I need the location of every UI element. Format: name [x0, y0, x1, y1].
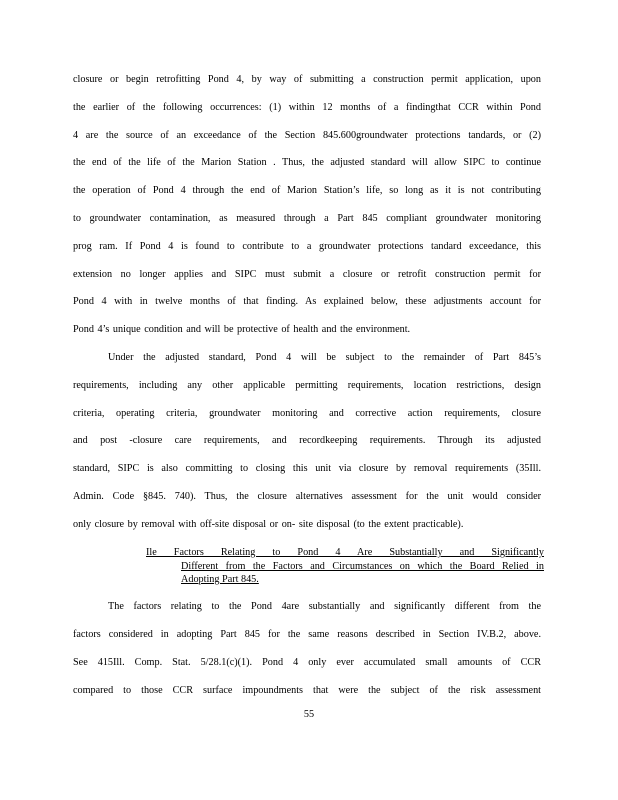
paragraph-line: standard, SIPC is also committing to closing this unit via closure by removal requirements (35Ill. — [73, 463, 541, 474]
paragraph-line: closure or begin retrofitting Pond 4, by way of submitting a construction permit application, upon — [73, 74, 541, 85]
paragraph-line: 4 are the source of an exceedance of the Section 845.600groundwater protections tandards, or (2) — [73, 130, 541, 141]
section-heading-line: Ile Factors Relating to Pond 4 Are Substantially and Significantly — [146, 547, 544, 558]
paragraph-line: Admin. Code §845. 740). Thus, the closure alternatives assessment for the unit would consider — [73, 491, 541, 502]
section-heading-line: Adopting Part 845. — [181, 574, 259, 585]
paragraph-line: and post -closure care requirements, and recordkeeping requirements. Through its adjusted — [73, 435, 541, 446]
paragraph-line: compared to those CCR surface impoundments that were the subject of the risk assessment — [73, 685, 541, 696]
paragraph-line: See 415Ill. Comp. Stat. 5/28.1(c)(1). Pond 4 only ever accumulated small amounts of CCR — [73, 657, 541, 668]
paragraph-line: criteria, operating criteria, groundwater monitoring and corrective action requirements, closure — [73, 408, 541, 419]
paragraph-line: Pond 4 with in twelve months of that finding. As explained below, these adjustments account for — [73, 296, 541, 307]
paragraph-line: to groundwater contamination, as measured through a Part 845 compliant groundwater monitoring — [73, 213, 541, 224]
paragraph-line: The factors relating to the Pond 4are substantially and significantly different from the — [108, 601, 541, 612]
paragraph-line: requirements, including any other applicable permitting requirements, location restrictions, design — [73, 380, 541, 391]
paragraph-line: the earlier of the following occurrences: (1) within 12 months of a findingthat CCR within Pond — [73, 102, 541, 113]
paragraph-line: Under the adjusted standard, Pond 4 will be subject to the remainder of Part 845’s — [108, 352, 541, 363]
paragraph-line: the end of the life of the Marion Station . Thus, the adjusted standard will allow SIPC to continue — [73, 157, 541, 168]
paragraph-line: Pond 4’s unique condition and will be protective of health and the environment. — [73, 324, 411, 335]
page-number: 55 — [303, 709, 315, 720]
paragraph-line: prog ram. If Pond 4 is found to contribute to a groundwater protections tandard exceedance, this — [73, 241, 541, 252]
paragraph-line: the operation of Pond 4 through the end of Marion Station’s life, so long as it is not contributing — [73, 185, 541, 196]
section-heading-line: Different from the Factors and Circumstances on which the Board Relied in — [181, 561, 544, 572]
paragraph-line: only closure by removal with off-site disposal or on- site disposal (to the extent practicable). — [73, 519, 464, 530]
paragraph-line: extension no longer applies and SIPC must submit a closure or retrofit construction permit for — [73, 269, 541, 280]
paragraph-line: factors considered in adopting Part 845 for the same reasons described in Section IV.B.2, above. — [73, 629, 541, 640]
